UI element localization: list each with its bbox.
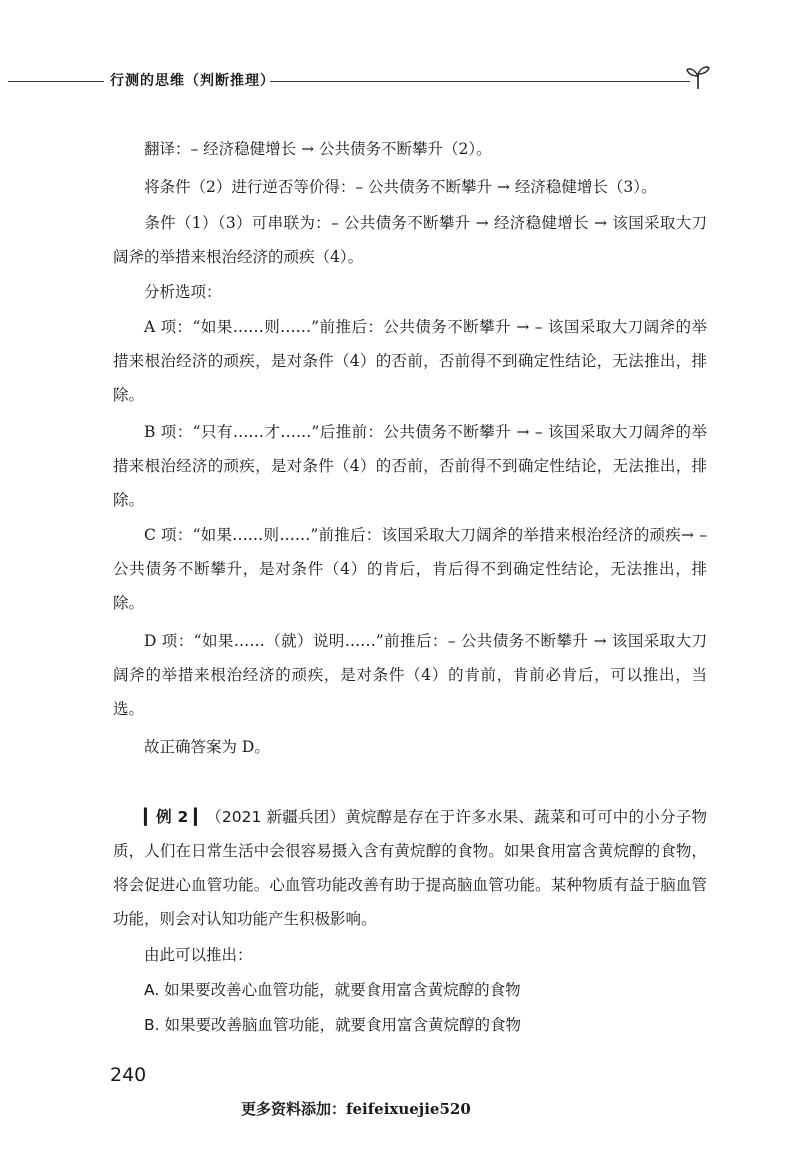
paragraph-option-b: B 项：“只有……才……”后推前：公共债务不断攀升 → – 该国采取大刀阔斧的举措来根治经济的顽疾，是对条件（4）的否前，否前得不到确定性结论，无法推出，排除。 bbox=[113, 423, 707, 509]
footer-promo-text: 更多资料添加：feifeixuejie520 bbox=[241, 1100, 471, 1118]
example-option-b: B. 如果要改善脑血管功能，就要食用富含黄烷醇的食物 bbox=[144, 1016, 521, 1034]
paragraph-analysis-intro: 分析选项： bbox=[144, 283, 222, 301]
paragraph-answer: 故正确答案为 D。 bbox=[144, 738, 270, 756]
paragraph-option-a: A 项：“如果……则……”前推后：公共债务不断攀升 → – 该国采取大刀阔斧的举措来根治经济的顽疾，是对条件（4）的否前，否前得不到确定性结论，无法推出，排除。 bbox=[113, 318, 707, 404]
header-title: 行测的思维（判断推理） bbox=[110, 73, 275, 89]
page-number: 240 bbox=[110, 1064, 147, 1086]
example-option-a: A. 如果要改善心血管功能，就要食用富含黄烷醇的食物 bbox=[144, 981, 521, 999]
paragraph-translation: 翻译：– 经济稳健增长 → 公共债务不断攀升（2）。 bbox=[144, 140, 492, 158]
header-rule-right bbox=[270, 81, 690, 82]
paragraph-contrapositive: 将条件（2）进行逆否等价得：– 公共债务不断攀升 → 经济稳健增长（3）。 bbox=[144, 178, 657, 196]
paragraph-chain: 条件（1）（3）可串联为：– 公共债务不断攀升 → 经济稳健增长 → 该国采取大刀阔斧的举措来根治经济的顽疾（4）。 bbox=[113, 214, 707, 266]
running-header bbox=[0, 66, 800, 96]
example-tag: ▎例 2 ▎ bbox=[144, 808, 206, 826]
example-prompt: 由此可以推出： bbox=[144, 946, 253, 964]
example-question-stem: ▎例 2 ▎（2021 新疆兵团）黄烷醇是存在于许多水果、蔬菜和可可中的小分子物质，人们在日常生活中会很容易摄入含有黄烷醇的食物。如果食用富含黄烷醇的食物，将会促进心血管功能。心血管功能改善有助于提高脑血管功能。某种物质有益于脑血管功能，则会对认知功能产生积极影响。 bbox=[113, 808, 707, 928]
header-rule-left bbox=[8, 81, 104, 82]
paragraph-option-d: D 项：“如果……（就）说明……”前推后：– 公共债务不断攀升 → 该国采取大刀阔斧的举措来根治经济的顽疾，是对条件（4）的肯前，肯前必肯后，可以推出，当选。 bbox=[113, 632, 707, 718]
paragraph-option-c: C 项：“如果……则……”前推后：该国采取大刀阔斧的举措来根治经济的顽疾→ – 公共债务不断攀升，是对条件（4）的肯后，肯后得不到确定性结论，无法推出，排除。 bbox=[113, 526, 707, 612]
sprout-icon bbox=[686, 64, 710, 90]
